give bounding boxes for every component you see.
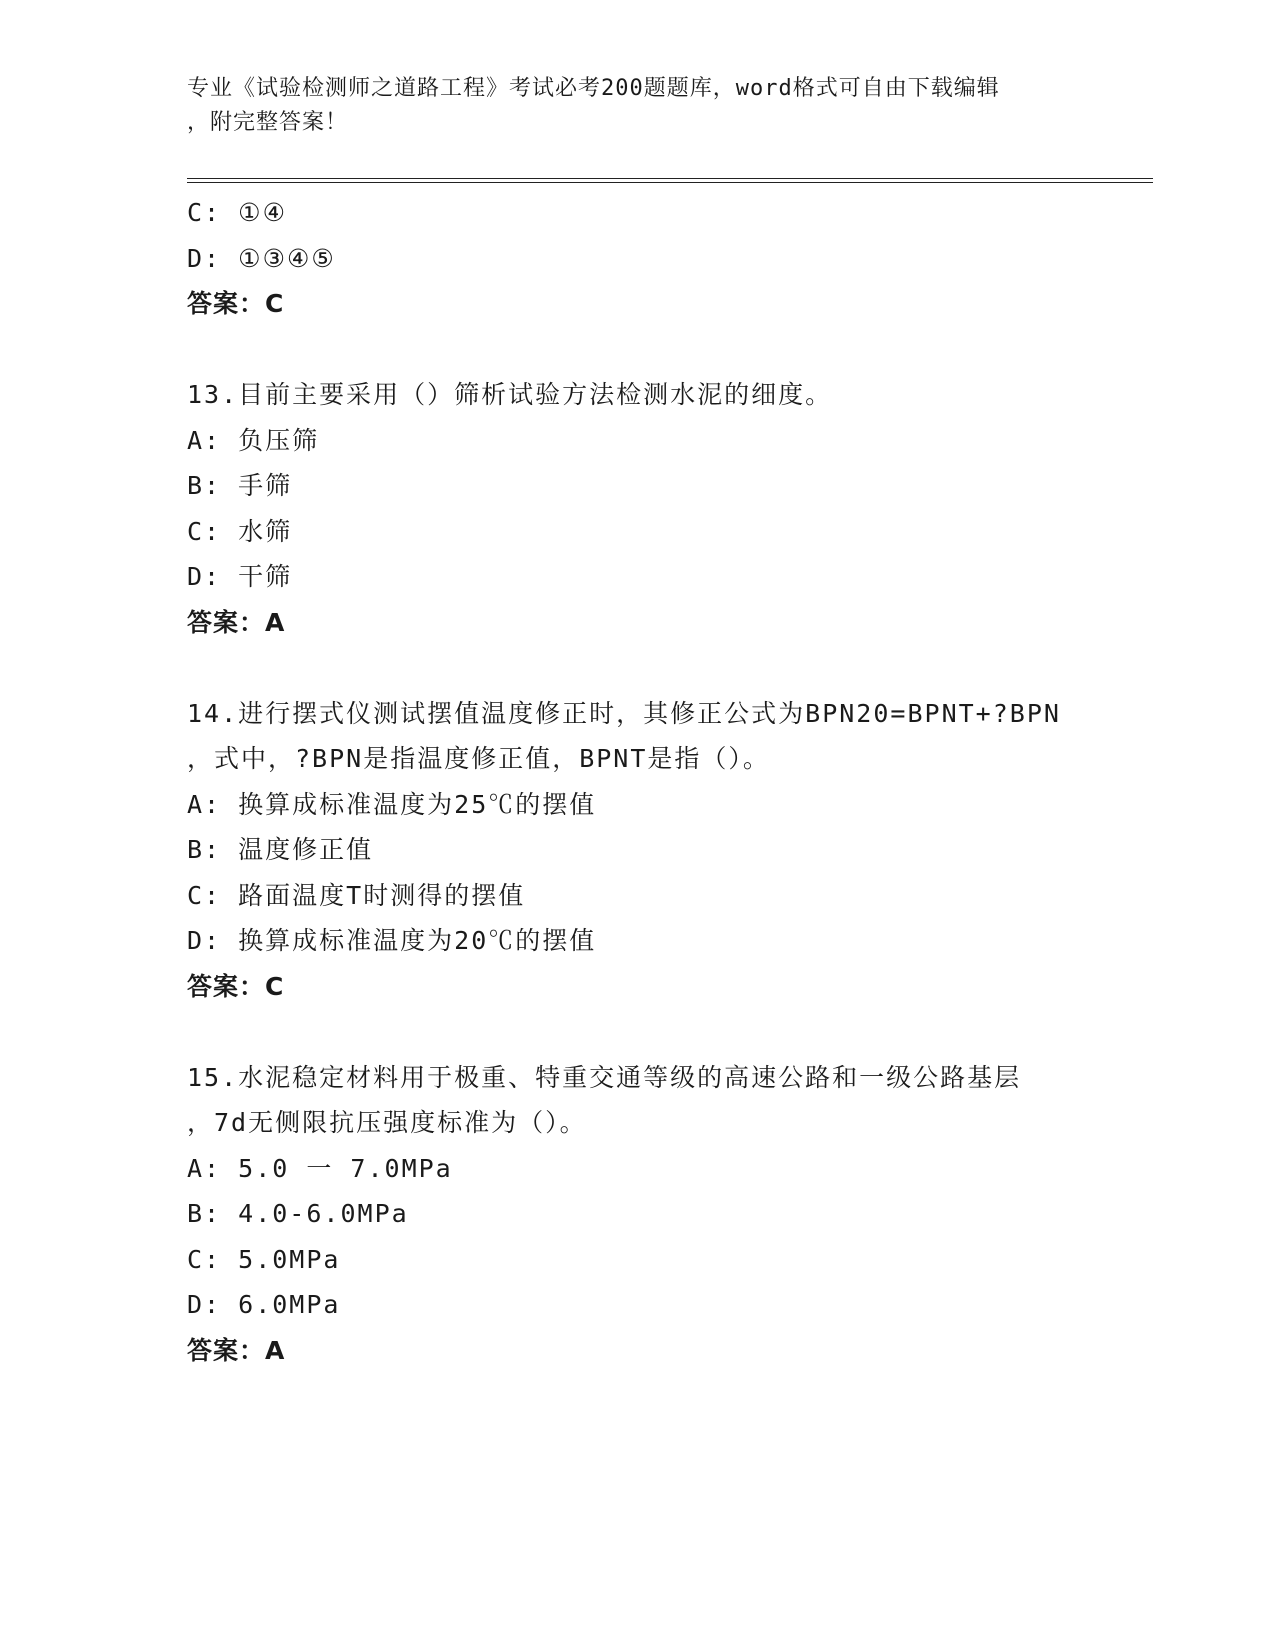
question-stem: 15.水泥稳定材料用于极重、特重交通等级的高速公路和一级公路基层 (187, 1062, 1022, 1092)
question-14 (187, 691, 1087, 1010)
option-a: A: 换算成标准温度为25℃的摆值 (187, 789, 597, 819)
answer-line: 答案：C (187, 971, 285, 1001)
answer-line: 答案：A (187, 607, 286, 637)
question-15 (187, 1055, 1087, 1374)
option-a: A: 负压筛 (187, 425, 320, 455)
question-stem-continuation: ，式中，?BPN是指温度修正值，BPNT是指（）。 (187, 744, 770, 773)
option-c: C: 水筛 (187, 516, 293, 546)
option-b: B: 4.0-6.0MPa (187, 1199, 409, 1228)
option-d: D: 换算成标准温度为20℃的摆值 (187, 926, 597, 955)
header-divider (187, 178, 1153, 183)
option-b: B: 手筛 (187, 471, 293, 500)
question-list (187, 190, 1087, 1373)
option-d: D: ①③④⑤ (187, 243, 336, 273)
question-13 (187, 372, 1087, 645)
option-d: D: 6.0MPa (187, 1290, 341, 1319)
page-header (187, 72, 1087, 140)
question-stem: 14.进行摆式仪测试摆值温度修正时，其修正公式为BPN20=BPNT+?BPN (187, 698, 1061, 728)
answer-line: 答案：A (187, 1335, 286, 1365)
option-c: C: ①④ (187, 198, 287, 227)
question-12-continuation (187, 190, 1087, 327)
option-b: B: 温度修正值 (187, 835, 374, 864)
header-title-line-1: 专业《试验检测师之道路工程》考试必考200题题库，word格式可自由下载编辑 (187, 76, 1000, 101)
question-stem: 13.目前主要采用（）筛析试验方法检测水泥的细度。 (187, 380, 833, 409)
option-c: C: 路面温度T时测得的摆值 (187, 880, 526, 910)
header-title-line-2: ，附完整答案！ (187, 110, 349, 135)
option-c: C: 5.0MPa (187, 1244, 341, 1274)
question-stem-continuation: ，7d无侧限抗压强度标准为（）。 (187, 1108, 587, 1137)
answer-line: 答案：C (187, 289, 285, 318)
option-a: A: 5.0 一 7.0MPa (187, 1153, 453, 1183)
option-d: D: 干筛 (187, 562, 293, 591)
